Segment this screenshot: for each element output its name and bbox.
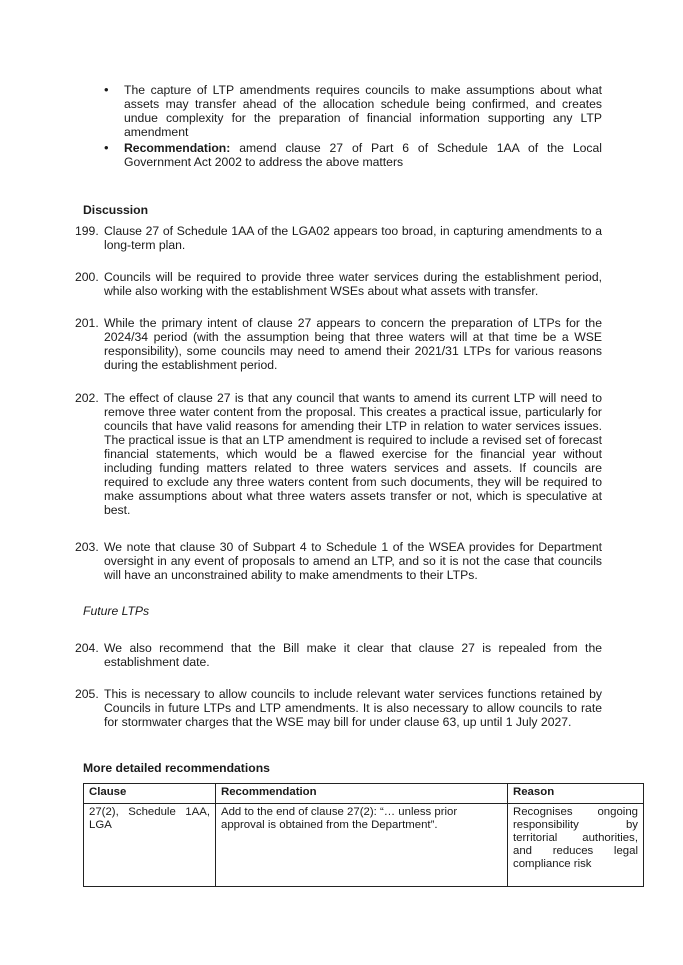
paragraph-number: 204. [75, 641, 99, 655]
paragraph-text: While the primary intent of clause 27 appears to concern the preparation of LTPs for the 2024/34 period (with the assumption being that three waters will at that time be a WSE responsibility), some councils may need to amend their 2021/31 LTPs for various reasons during the establishment period. [104, 316, 602, 372]
numbered-paragraph [75, 316, 602, 372]
cell-reason: Recognises ongoing responsibility by territorial authorities, and reduces legal compliance risk [508, 804, 644, 887]
numbered-paragraph [75, 270, 602, 298]
paragraph-text: This is necessary to allow councils to include relevant water services functions retained by Councils in future LTPs and LTP amendments. It is also necessary to allow councils to rate for stormwater charges that the WSE may bill for under clause 63, up until 1 July 2027. [104, 687, 602, 729]
bullet-item [104, 83, 602, 139]
numbered-paragraph [75, 391, 602, 517]
recommendations-table [83, 783, 644, 887]
numbered-paragraph [75, 641, 602, 669]
numbered-paragraph [75, 687, 602, 729]
paragraph-number: 200. [75, 270, 99, 284]
header-reason: Reason [508, 784, 644, 804]
paragraph-number: 203. [75, 540, 99, 554]
paragraph-number: 205. [75, 687, 99, 701]
paragraph-number: 201. [75, 316, 99, 330]
table-header-row [84, 784, 644, 804]
table-row [84, 804, 644, 887]
cell-recommendation: Add to the end of clause 27(2): “… unless prior approval is obtained from the Department”. [216, 804, 508, 887]
paragraph-text: We also recommend that the Bill make it clear that clause 27 is repealed from the establishment date. [104, 641, 602, 669]
summary-bullets [104, 83, 602, 169]
header-recommendation: Recommendation [216, 784, 508, 804]
bullet-text: The capture of LTP amendments requires councils to make assumptions about what assets may transfer ahead of the allocation schedule being confirmed, and creates undue complexity for the preparation of financial information supporting any LTP amendment [124, 83, 602, 139]
bullet-text: amend clause 27 of Part 6 of Schedule 1AA of the Local Government Act 2002 to address the above matters [124, 141, 602, 169]
numbered-paragraph [75, 540, 602, 582]
future-ltps-heading: Future LTPs [83, 604, 150, 618]
bullet-bold: Recommendation: [124, 141, 231, 155]
paragraph-text: The effect of clause 27 is that any council that wants to amend its current LTP will need to remove three water content from the proposal. This creates a practical issue, particularly for councils that have valid reasons for amending their LTP in relation to water services issues. The practical issue is that an LTP amendment is required to include a revised set of forecast financial statements, which would be a flawed exercise for the financial year without including funding matters related to three waters services and assets. If councils are required to exclude any three waters content from such documents, they will be required to make assumptions about what three waters assets transfer or not, which is speculative at best. [104, 391, 602, 517]
numbered-paragraph [75, 224, 602, 252]
cell-clause: 27(2), Schedule 1AA, LGA [84, 804, 216, 887]
recommendations-table-heading: More detailed recommendations [83, 761, 270, 775]
paragraph-number: 202. [75, 391, 99, 405]
discussion-heading: Discussion [83, 203, 149, 217]
bullet-item [104, 141, 602, 169]
header-clause: Clause [84, 784, 216, 804]
paragraph-text: Councils will be required to provide three water services during the establishment period, while also working with the establishment WSEs about what assets with transfer. [104, 270, 602, 298]
paragraph-text: We note that clause 30 of Subpart 4 to Schedule 1 of the WSEA provides for Department oversight in any event of proposals to amend an LTP, and so it is not the case that councils will have an unconstrained ability to make amendments to their LTPs. [104, 540, 602, 582]
paragraph-number: 199. [75, 224, 99, 238]
paragraph-text: Clause 27 of Schedule 1AA of the LGA02 appears too broad, in capturing amendments to a long-term plan. [104, 224, 602, 252]
